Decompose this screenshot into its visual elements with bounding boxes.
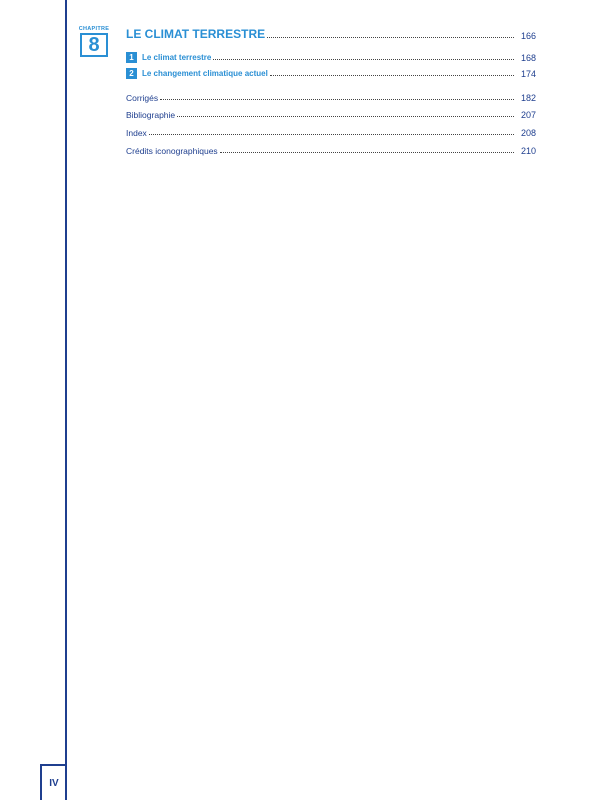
entry-title: Bibliographie	[126, 110, 176, 120]
chapter-word: CHAPITRE	[78, 26, 110, 32]
chapter-number: 8	[80, 33, 108, 57]
dot-leader	[149, 133, 514, 135]
section-number-badge: 2	[126, 68, 137, 79]
dot-leader	[267, 36, 514, 38]
toc-backmatter-entry[interactable]	[126, 142, 536, 156]
toc-backmatter-entry[interactable]	[126, 106, 536, 120]
section-number-badge: 1	[126, 52, 137, 63]
chapter-page: 166	[520, 31, 536, 41]
chapter-marker	[77, 26, 111, 57]
toc-section-entry[interactable]	[126, 65, 536, 79]
section-page: 174	[520, 69, 536, 79]
section-title: Le changement climatique actuel	[142, 69, 268, 78]
dot-leader	[160, 98, 514, 100]
chapter-title: LE CLIMAT TERRESTRE	[126, 27, 266, 41]
entry-page: 210	[520, 146, 536, 156]
section-page: 168	[520, 53, 536, 63]
entry-title: Index	[126, 128, 147, 138]
toc-section-entry[interactable]	[126, 49, 536, 63]
entry-page: 208	[520, 128, 536, 138]
entry-page: 207	[520, 110, 536, 120]
entry-page: 182	[520, 93, 536, 103]
margin-rule	[65, 0, 67, 800]
entry-title: Crédits iconographiques	[126, 146, 218, 156]
page-folio: IV	[40, 764, 66, 800]
section-title: Le climat terrestre	[142, 53, 212, 62]
toc-chapter-entry[interactable]	[126, 27, 536, 41]
dot-leader	[213, 58, 514, 60]
dot-leader	[220, 151, 514, 153]
dot-leader	[270, 74, 514, 76]
dot-leader	[177, 115, 514, 117]
toc-backmatter-entry[interactable]	[126, 89, 536, 103]
entry-title: Corrigés	[126, 93, 159, 103]
toc-backmatter-entry[interactable]	[126, 124, 536, 138]
